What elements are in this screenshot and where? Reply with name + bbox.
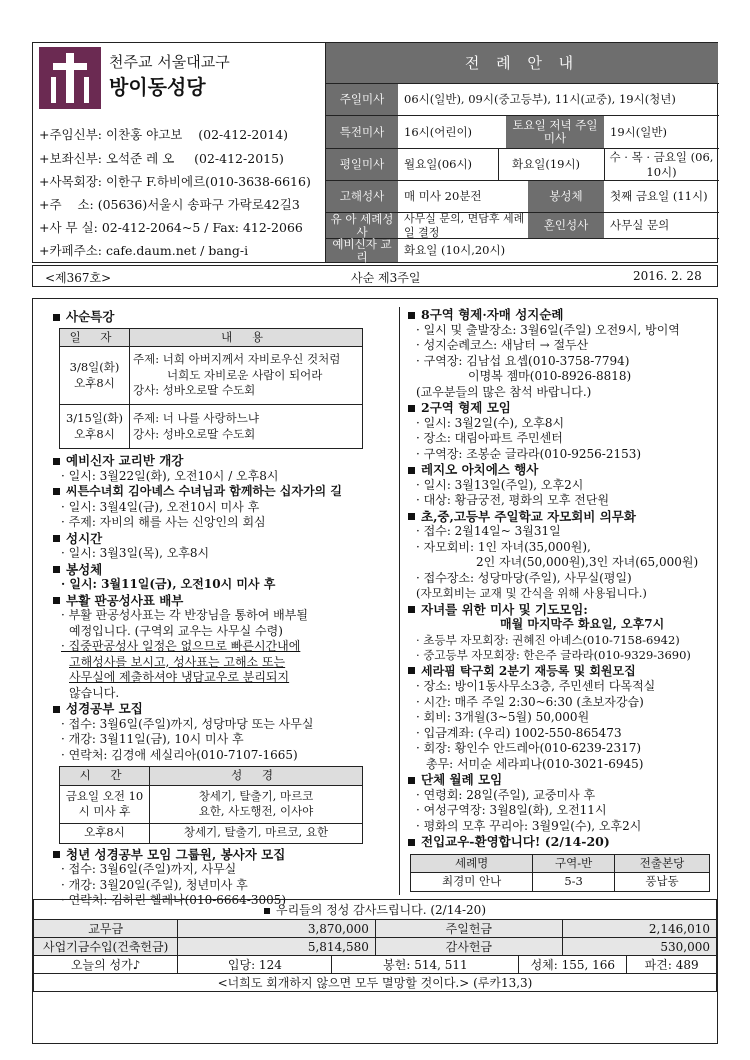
text-right-welcome_table-h2: 구역-반	[533, 854, 615, 873]
parish-name: 방이동성당	[109, 75, 206, 99]
text-right-r2_title: 2구역 형제 모임	[421, 400, 511, 415]
text-left-s7_l1: · 접수: 3월6일(주일)까지, 사무실	[61, 862, 237, 876]
text-left-s5_l5: 사무실에 제출하셔야 냉담교우로 분리되지	[69, 670, 290, 684]
text-right-welcome_table-h1: 세례명	[411, 854, 533, 873]
liturgy-table	[325, 43, 718, 262]
text-offering-g1: 입당: 124	[178, 956, 332, 974]
diocese-name: 천주교 서울대교구	[109, 53, 230, 71]
weekday-tue: 화요일(19시)	[512, 157, 581, 172]
text-left-s5_l2: 예정입니다. (구역외 교우는 사무실 수령)	[69, 623, 283, 638]
text-right-r6_l4: · 입금계좌: (우리) 1002-550-865473	[416, 725, 622, 740]
text-right-r2_l3: · 구역장: 조봉순 글라라(010-9256-2153)	[416, 446, 642, 461]
text-right-r7_l3: · 평화의 모후 꾸리아: 3월9일(수), 오후2시	[416, 818, 642, 833]
text-right-r5_l2: · 중고등부 자모회장: 한은주 글라라(010-9329-3690)	[416, 648, 691, 662]
issue-bar	[32, 265, 718, 287]
text-left-s3_title: 성시간	[66, 530, 103, 546]
text-left-lecture_table-h2: 내 용	[130, 328, 363, 347]
text-right-r4_l1: · 접수: 2월14일~ 3월31일	[416, 524, 561, 538]
text-right-r1_l4: 이명복 젬마(010-8926-8818)	[468, 369, 632, 383]
text-left-s4_title: 봉성체	[66, 561, 103, 577]
text-left-bible_table-r2_books: 창세기, 탈출기, 마르코, 요한	[150, 823, 363, 843]
infant-label: 유 아 세례성사	[326, 213, 398, 238]
text-right-r3_l2: · 대상: 황금궁전, 평화의 모후 전단원	[416, 493, 610, 507]
bullet-square-icon	[408, 513, 415, 520]
text-left-bible_table-r2_time: 오후8시	[60, 823, 150, 843]
text-right-r4_l4: · 접수장소: 성당마당(주일), 사무실(평일)	[416, 570, 632, 585]
bullet-square-icon	[408, 667, 415, 674]
lecture-table	[59, 328, 363, 450]
text-left-s6_l1: · 접수: 3월6일(주일)까지, 성당마당 또는 사무실	[61, 716, 314, 731]
catechumen-label: 예비신자 교 리	[326, 239, 398, 262]
special-value: 16시(어린이)	[404, 124, 473, 139]
section-title	[404, 462, 717, 478]
text-right-r1_l3: · 구역장: 김남섭 요셉(010-3758-7794)	[416, 353, 630, 368]
text-left-lecture_table-r2_theme: 주제: 너 나를 사랑하느냐	[133, 411, 259, 425]
bullet-square-icon	[53, 488, 60, 495]
section-title	[49, 309, 403, 325]
bible-table	[59, 766, 363, 844]
text-left-s5_l1: · 부활 판공성사표는 각 반장님을 통하여 배부될	[61, 608, 308, 622]
text-offering-v4: 530,000	[562, 938, 716, 956]
text-left-s6_title: 성경공부 모집	[66, 701, 143, 716]
text-left-s4_l1: · 일시: 3월11일(금), 오전10시 미사 후	[61, 577, 276, 591]
text-offering-v2: 2,146,010	[562, 920, 716, 938]
text-right-r3_l1: · 일시: 3월13일(주일), 오후2시	[416, 477, 584, 492]
text-right-r4_l2: · 자모회비: 1인 자녀(35,000원),	[416, 539, 591, 554]
text-left-s2_l2: · 주제: 자비의 해를 사는 신앙인의 회심	[61, 515, 266, 529]
bullet-square-icon	[53, 597, 60, 604]
text-left-s5_l6: 않습니다.	[69, 685, 120, 700]
text-offering-l3: 사업기금수입(건축헌금)	[34, 938, 178, 956]
text-offering-verse: <너희도 회개하지 않으면 모두 멸망할 것이다.> (루카13,3)	[34, 974, 717, 992]
bullet-square-icon	[408, 312, 415, 319]
bullet-square-icon	[53, 706, 60, 713]
text-offering-l1: 교무금	[34, 920, 178, 938]
sunday-label: 주일미사	[326, 84, 398, 115]
section-title	[404, 307, 717, 323]
weekday-mon: 월요일(06시)	[404, 157, 473, 172]
text-left-bible_table-r1_books: 창세기, 탈출기, 마르코	[198, 788, 314, 803]
news-box	[32, 298, 718, 1044]
text-left-lecture_table-h1: 일 자	[60, 328, 130, 347]
text-offering-title: 우리들의 정성 감사드립니다. (2/14-20)	[276, 903, 486, 917]
left-column	[49, 309, 403, 909]
text-offering-g4: 파견: 489	[627, 956, 717, 974]
text-left-s7_title: 청년 성경공부 모임 그룹원, 봉사자 모집	[66, 846, 286, 862]
section-title	[49, 701, 403, 717]
bullet-square-icon	[53, 314, 60, 321]
bullet-square-icon	[408, 839, 415, 846]
text-left-lecture_title: 사순특강	[66, 309, 115, 324]
infant-value: 사무실 문의, 면담후 세례일 결정	[404, 211, 525, 239]
bullet-square-icon	[53, 535, 60, 542]
section-title	[49, 453, 403, 469]
special-label: 특전미사	[326, 116, 398, 148]
text-right-r5_sub: 매월 마지막주 화요일, 오후7시	[500, 617, 665, 631]
text-left-s6_l3: · 연락처: 김경애 세실리아(010-7107-1665)	[61, 747, 298, 762]
text-left-s7_l2: · 개강: 3월20일(주일), 청년미사 후	[61, 877, 248, 892]
issue-number: <제367호>	[45, 271, 112, 285]
confession-label: 고해성사	[326, 181, 398, 212]
section-title	[49, 484, 403, 500]
text-right-r2_l1: · 일시: 3월2일(수), 오후8시	[416, 415, 565, 430]
issue-date: 2016. 2. 28	[633, 269, 702, 283]
text-left-s5_l4: 고해성사를 보시고, 성사표는 고해소 또는	[69, 654, 286, 669]
text-right-r4_l3: 2인 자녀(50,000원),3인 자녀(65,000원)	[476, 555, 699, 569]
text-offering-g2: 봉헌: 514, 511	[332, 956, 519, 974]
text-left-bible_table-h2: 성 경	[150, 767, 363, 786]
text-left-lecture_table-r1_theme2: 너희도 자비로운 사람이 되어라	[167, 367, 323, 382]
section-title	[49, 593, 403, 609]
text-offering-l2: 주일헌금	[375, 920, 562, 938]
bullet-square-icon	[408, 777, 415, 784]
info-line: +사목회장: 이한구 F.하비에르(010-3638-6616)	[39, 174, 311, 189]
text-left-s3_l1: · 일시: 3월3일(목), 오후8시	[61, 546, 210, 560]
info-line: +카페주소: cafe.daum.net / bang-i	[39, 243, 249, 258]
confession-value: 매 미사 20분전	[404, 189, 482, 204]
text-right-r4_title: 초,중,고등부 주일학교 자모회비 의무화	[421, 508, 636, 524]
text-right-welcome_table-name: 최경미 안나	[411, 873, 533, 892]
text-right-r7_l1: · 연령회: 28일(주일), 교중미사 후	[416, 787, 596, 802]
text-left-bible_table-h1: 시 간	[60, 767, 150, 786]
text-right-r6_l1: · 장소: 방이1동사무소3층, 주민센터 다목적실	[416, 679, 656, 693]
section-title	[404, 834, 717, 850]
marriage-label: 혼인성사	[528, 213, 604, 238]
text-right-r7_title: 단체 월례 모임	[421, 772, 503, 787]
liturgy-title: 전 례 안 내	[326, 43, 718, 83]
anointing-value: 첫째 금요일 (11시)	[610, 189, 708, 204]
text-right-r1_title: 8구역 형제·자매 성지순례	[421, 307, 564, 322]
text-left-s5_title: 부활 판공성사표 배부	[66, 592, 184, 608]
text-left-lecture_table-r1_speaker: 강사: 성바오로딸 수도회	[133, 383, 256, 398]
text-offering-g_label: 오늘의 성가♪	[34, 956, 178, 974]
offering-table	[33, 899, 717, 992]
text-left-bible_table-r1_books2: 요한, 사도행전, 이사야	[198, 804, 314, 818]
weekday-label: 평일미사	[326, 149, 398, 180]
text-right-r6_l6: 총무: 서미순 세라피나(010-3021-6945)	[426, 756, 644, 771]
text-offering-v1: 3,870,000	[178, 920, 376, 938]
text-right-r8_title: 전입교우-환영합니다! (2/14-20)	[421, 834, 610, 849]
section-title	[404, 400, 717, 416]
text-right-r5_title: 자녀를 위한 미사 및 기도모임:	[421, 601, 588, 617]
bullet-square-icon	[53, 851, 60, 858]
section-title	[49, 531, 403, 547]
section-title	[49, 562, 403, 578]
section-title	[404, 509, 717, 525]
text-right-r2_l2: · 장소: 대림아파트 주민센터	[416, 431, 563, 445]
welcome-table	[410, 854, 710, 892]
text-left-s1_title: 예비신자 교리반 개강	[66, 453, 184, 468]
marriage-value: 사무실 문의	[610, 218, 670, 233]
text-left-s2_l1: · 일시: 3월4일(금), 오전10시 미사 후	[61, 499, 260, 514]
text-right-r5_l1: · 초등부 자모회장: 권혜진 아녜스(010-7158-6942)	[416, 632, 680, 647]
text-offering-g3: 성체: 155, 166	[519, 956, 627, 974]
text-right-r1_l2: · 성지순례코스: 새남터 → 절두산	[416, 338, 589, 352]
bullet-square-icon	[408, 467, 415, 474]
section-title	[49, 847, 403, 863]
bullet-square-icon	[264, 908, 270, 914]
sunday-value: 06시(일반), 09시(중고등부), 11시(교중), 19시(청년)	[404, 92, 676, 107]
header-box	[32, 42, 718, 263]
text-left-lecture_table-r2_speaker: 강사: 성바오로딸 수도회	[133, 426, 256, 441]
church-logo-icon	[39, 47, 101, 109]
info-line: +주 소: (05636)서울시 송파구 가락로42길3	[39, 197, 300, 212]
info-line: +사 무 실: 02-412-2064~5 / Fax: 412-2066	[39, 220, 303, 235]
section-title	[404, 772, 717, 788]
text-offering-v3: 5,814,580	[178, 938, 376, 956]
right-column	[399, 307, 717, 895]
text-right-r3_title: 레지오 아치에스 행사	[421, 462, 539, 477]
bullet-square-icon	[53, 458, 60, 465]
anointing-label: 봉성체	[528, 181, 604, 212]
info-line: +보좌신부: 오석준 레 오 (02-412-2015)	[39, 151, 284, 166]
text-right-welcome_table-ban: 5-3	[533, 873, 615, 892]
bullet-square-icon	[408, 405, 415, 412]
weekday-rest: 수 · 목 · 금요일 (06, 10시)	[609, 150, 714, 179]
text-right-r4_l5: (자모회비는 교재 및 간식을 위해 사용됩니다.)	[416, 586, 647, 600]
bullet-square-icon	[53, 566, 60, 573]
text-left-lecture_table-r2_date: 3/15일(화) 오후8시	[60, 405, 130, 449]
bullet-square-icon	[408, 606, 415, 613]
text-right-welcome_table-h3: 전출본당	[614, 854, 709, 873]
text-left-s6_l2: · 개강: 3월11일(금), 10시 미사 후	[61, 732, 244, 746]
text-left-lecture_table-r1_date: 3/8일(화) 오후8시	[60, 347, 130, 405]
text-right-r6_l3: · 회비: 3개월(3~5월) 50,000원	[416, 710, 590, 724]
text-left-s2_title: 씨튼수녀회 김아녜스 수녀님과 함께하는 십자가의 길	[66, 484, 342, 498]
text-left-bible_table-r1_time: 금요일 오전 10시 미사 후	[60, 785, 150, 823]
section-title	[404, 664, 717, 680]
text-right-welcome_table-parish: 풍납동	[614, 873, 709, 892]
text-left-s5_l3: · 집중판공성사 일정은 없으므로 빠른시간내에	[61, 639, 301, 653]
text-right-r6_l5: · 회장: 황인수 안드레아(010-6239-2317)	[416, 741, 642, 755]
text-right-r7_l2: · 여성구역장: 3월8일(화), 오전11시	[416, 803, 607, 817]
text-right-r1_l1: · 일시 및 출발장소: 3월6일(주일) 오전9시, 방이역	[416, 322, 680, 337]
catechumen-value: 화요일 (10시,20시)	[404, 243, 506, 258]
info-line: +주임신부: 이찬홍 야고보 (02-412-2014)	[39, 127, 289, 142]
issue-season: 사순 제3주일	[351, 271, 421, 285]
text-left-lecture_table-r1_theme: 주제: 너희 아버지께서 자비로우신 것처럼	[133, 352, 341, 367]
text-right-r6_title: 세라핌 탁구회 2분기 재등록 및 회원모집	[421, 663, 636, 678]
section-title	[404, 602, 717, 618]
sat-label: 토요일 저녁 주일 미사	[506, 116, 604, 148]
sat-value: 19시(일반)	[610, 124, 667, 139]
text-offering-l4: 감사헌금	[375, 938, 562, 956]
text-left-s1_l1: · 일시: 3월22일(화), 오전10시 / 오후8시	[61, 468, 279, 483]
text-left-s7_l3: · 연락처: 김하린 헬레나(010-6664-3005)	[61, 893, 287, 907]
text-right-r1_l5: (교우분들의 많은 참석 바랍니다.)	[416, 384, 592, 399]
text-right-r6_l2: · 시간: 매주 주일 2:30~6:30 (초보자강습)	[416, 694, 644, 709]
